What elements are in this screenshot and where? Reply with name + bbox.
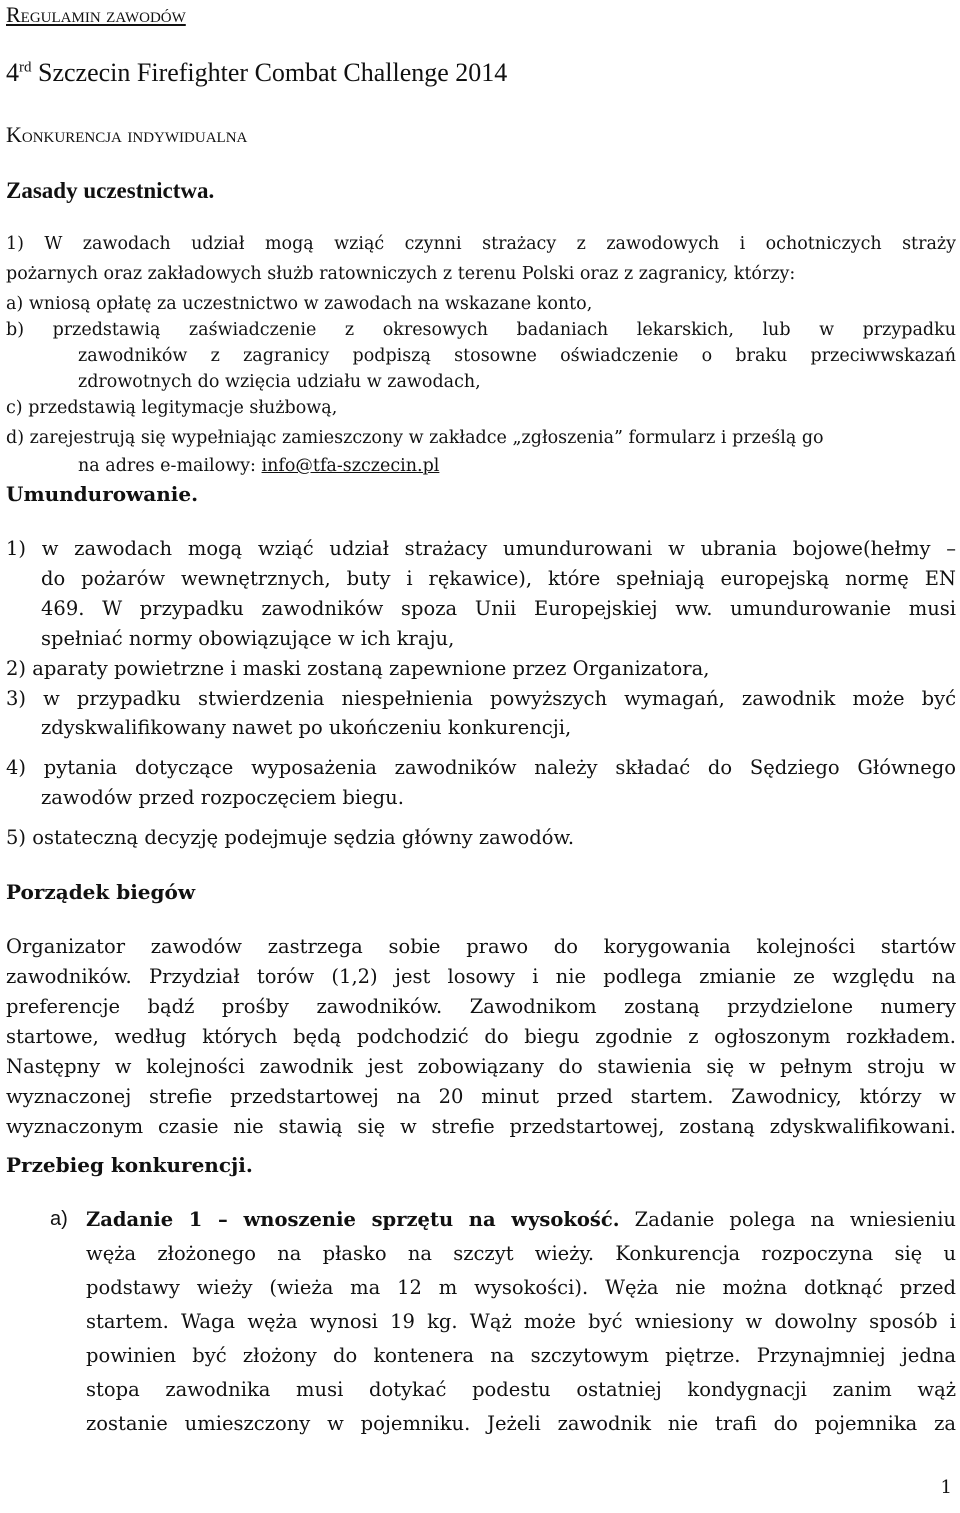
- course-item-label: a): [50, 1208, 68, 1230]
- course-line: powinien być złożony do kontenera na szczytowym piętrze. Przynajmniej jedna: [86, 1344, 956, 1367]
- participation-line: zdrowotnych do wzięcia udziału w zawodach,: [78, 372, 481, 392]
- participation-line: 1) W zawodach udział mogą wziąć czynni strażacy z zawodowych i ochotniczych straży: [6, 234, 956, 254]
- order-line: Organizator zawodów zastrzega sobie prawo do korygowania kolejności startów: [6, 935, 956, 958]
- uniform-heading: Umundurowanie.: [6, 482, 199, 506]
- uniform-line: 1) w zawodach mogą wziąć udział strażacy umundurowani w ubrania bojowe(hełmy –: [6, 537, 956, 560]
- uniform-line: do pożarów wewnętrznych, buty i rękawice), które spełniają europejską normę EN: [41, 567, 956, 590]
- order-line: zawodników. Przydział torów (1,2) jest losowy i nie podlega zmianie ze względu na: [6, 965, 956, 988]
- uniform-line: zdyskwalifikowany nawet po ukończeniu konkurencji,: [41, 716, 572, 739]
- uniform-line: zawodów przed rozpoczęciem biegu.: [41, 786, 404, 809]
- event-title: [6, 58, 507, 88]
- course-line: startem. Waga węża wynosi 19 kg. Wąż może być wniesiony w dowolny sposób i: [86, 1310, 956, 1333]
- event-rest: Szczecin Firefighter Combat Challenge 2014: [31, 58, 508, 87]
- course-item-first-rest: Zadanie polega na wniesieniu: [619, 1208, 956, 1231]
- course-item-first-line: [86, 1208, 956, 1231]
- participation-line: b) przedstawią zaświadczenie z okresowych badaniach lekarskich, lub w przypadku: [6, 320, 956, 340]
- document-title: Regulamin zawodów: [6, 2, 186, 27]
- event-sup: rd: [19, 59, 32, 76]
- participation-line: d) zarejestrują się wypełniając zamieszczony w zakładce „zgłoszenia” formularz i prześlą go: [6, 428, 824, 448]
- uniform-line: 3) w przypadku stwierdzenia niespełnienia powyższych wymagań, zawodnik może być: [6, 687, 956, 710]
- participation-line: c) przedstawią legitymacje służbową,: [6, 398, 338, 418]
- course-item-title: Zadanie 1 – wnoszenie sprzętu na wysokość.: [86, 1208, 620, 1231]
- order-line: wyznaczonej strefie przedstartowej na 20 minut przed startem. Zawodnicy, którzy w: [6, 1085, 956, 1108]
- participation-line: [78, 456, 439, 476]
- page-number: 1: [940, 1477, 952, 1498]
- participation-line: pożarnych oraz zakładowych służb ratowniczych z terenu Polski oraz z zagranicy, którzy:: [6, 264, 796, 284]
- course-line: podstawy wieży (wieża ma 12 m wysokości). Węża nie można dotknąć przed: [86, 1276, 956, 1299]
- event-prefix: 4: [6, 58, 19, 87]
- competition-title: Konkurencja indywidualna: [6, 122, 248, 147]
- order-heading: Porządek biegów: [6, 880, 196, 904]
- uniform-line: spełniać normy obowiązujące w ich kraju,: [41, 627, 455, 650]
- order-line: startowe, według których będą podchodzić do biegu zgodnie z ogłoszonym rozkładem.: [6, 1025, 956, 1048]
- course-heading: Przebieg konkurencji.: [6, 1153, 253, 1177]
- participation-line: zawodników z zagranicy podpiszą stosowne oświadczenie o braku przeciwwskazań: [78, 346, 956, 366]
- uniform-line: 2) aparaty powietrzne i maski zostaną zapewnione przez Organizatora,: [6, 657, 710, 680]
- participation-line: a) wniosą opłatę za uczestnictwo w zawodach na wskazane konto,: [6, 294, 593, 314]
- course-line: stopa zawodnika musi dotykać podestu ostatniej kondygnacji zanim wąż: [86, 1378, 956, 1401]
- uniform-line: 469. W przypadku zawodników spoza Unii Europejskiej ww. umundurowanie musi: [41, 597, 956, 620]
- email-label: na adres e-mailowy:: [78, 456, 262, 476]
- uniform-line: 4) pytania dotyczące wyposażenia zawodników należy składać do Sędziego Głównego: [6, 756, 956, 779]
- order-line: preferencje bądź prośby zawodników. Zawodnikom zostaną przydzielone numery: [6, 995, 956, 1018]
- order-line: Następny w kolejności zawodnik jest zobowiązany do stawienia się w pełnym stroju w: [6, 1055, 956, 1078]
- course-line: zostanie umieszczony w pojemniku. Jeżeli zawodnik nie trafi do pojemnika za: [86, 1412, 956, 1435]
- order-line: wyznaczonym czasie nie stawią się w strefie przedstartowej, zostaną zdyskwalifikowani.: [6, 1115, 956, 1138]
- participation-heading: Zasady uczestnictwa.: [6, 178, 215, 203]
- uniform-line: 5) ostateczną decyzję podejmuje sędzia główny zawodów.: [6, 826, 575, 849]
- course-line: węża złożonego na płasko na szczyt wieży. Konkurencja rozpoczyna się u: [86, 1242, 956, 1265]
- email-link[interactable]: info@tfa-szczecin.pl: [261, 456, 440, 476]
